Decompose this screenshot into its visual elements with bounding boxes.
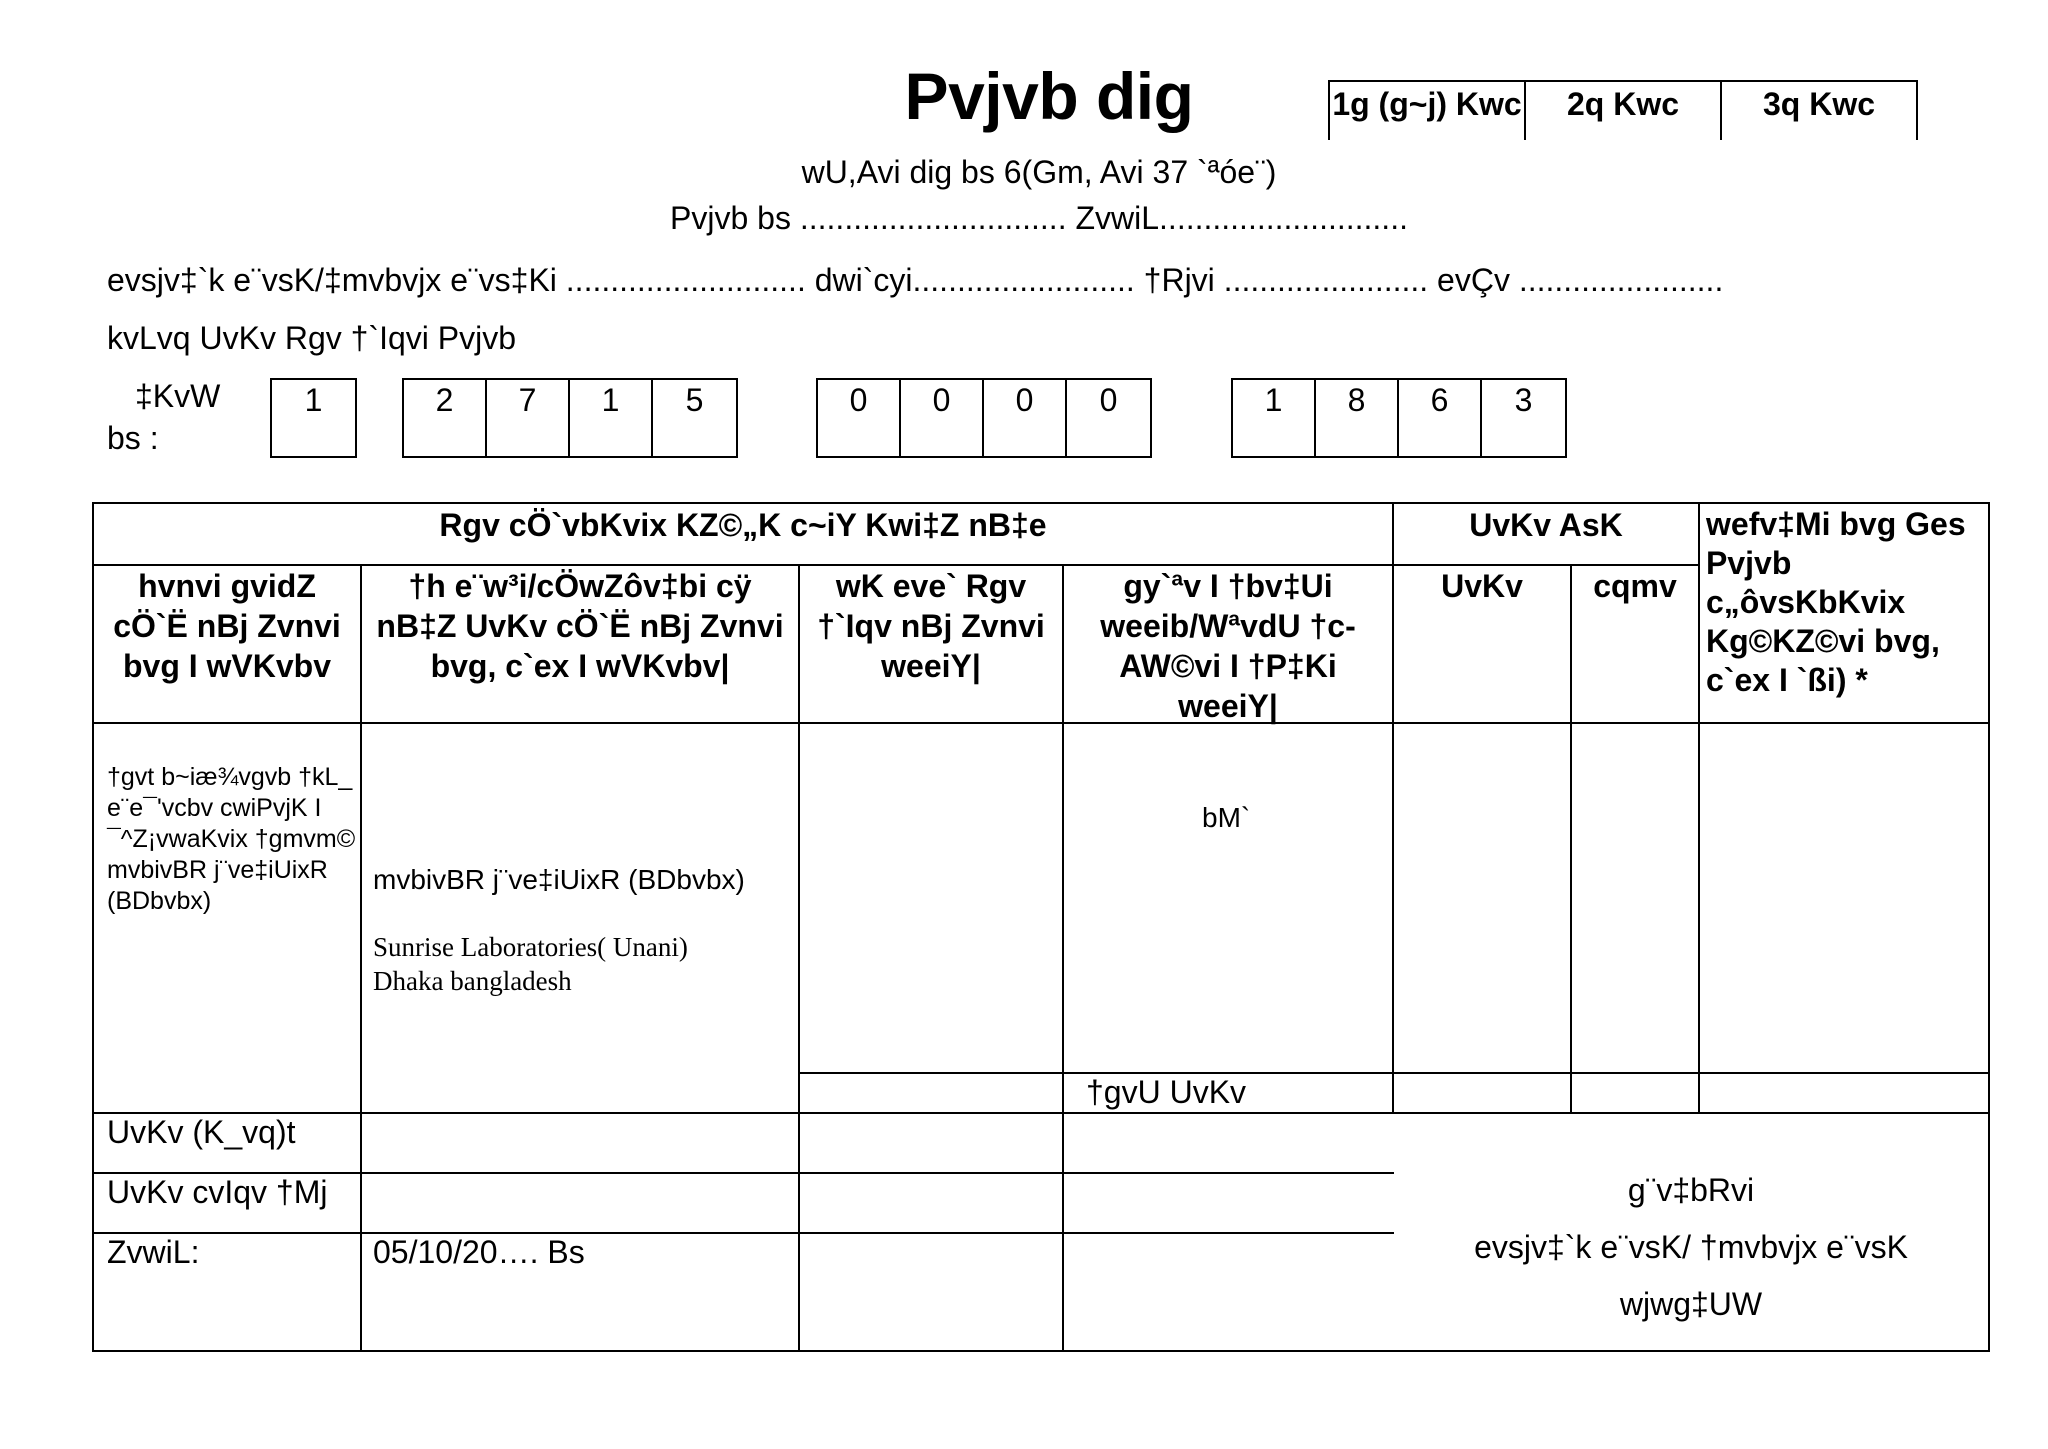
col-header-purpose: wK eve` Rgv †`Iqv nBj Zvnvi weeiY| [817,568,1045,684]
code-digit: 1 [304,382,323,418]
bank-info-line: evsjv‡`k e¨vsK/‡mvbvjx e¨vs‡Ki ........................... dwi`cyi......................... †Rjvi ....................... evÇv ....................... [107,262,1724,298]
company-name-bn: mvbivBR j¨ve‡iUixR (BDbvbx) [373,864,745,895]
bank-names: evsjv‡`k e¨vsK/ †mvbvjx e¨vsK [1474,1229,1908,1265]
code-digit: 2 [404,380,487,456]
company-name-en-line1: Sunrise Laboratories( Unani) [373,932,688,962]
col-header-on-behalf-of: †h e¨w³i/cÖwZôv‡bi cÿ nB‡Z UvKv cÖ`Ë nBj Zvnvi bvg, c`ex I wVKvbv| [376,568,784,684]
col-header-depositor-through: hvnvi gvidZ cÖ`Ë nBj Zvnvi bvg I wVKvbv [113,568,341,684]
code-digit: 0 [818,380,901,456]
code-digit: 8 [1316,380,1399,456]
depositor-details: †gvt b~iæ¾vgvb †kL_ e¨e¯'vcbv cwiPvjK I ¯^Z¡vwaKvix †gmvm© mvbivBR j¨ve‡iUixR (BDbvbx) [107,763,356,915]
form-subtitle: wU,Avi dig bs 6(Gm, Avi 37 `ªóe¨) [801,154,1277,190]
payment-type-cash: bM` [1202,802,1251,833]
depositor-section-header: Rgv cÖ`vbKvix KZ©„K c~iY Kwi‡Z nB‡e [439,507,1047,543]
copy-indicator-boxes [1328,80,1918,140]
col-header-payment-details: gy`ªv I †bv‡Ui weeib/WªvdU †c-AW©vi I †P‡Ki weeiY| [1100,568,1356,724]
manager-signature-block [1394,1172,1988,1323]
code-digit: 0 [984,380,1067,456]
page-title: Pvjvb dig [904,59,1194,133]
amount-section-header: UvKv AsK [1469,507,1623,543]
code-group-1 [270,378,357,458]
code-group-4 [1231,378,1567,458]
manager-title: g¨v‡bRvi [1627,1172,1755,1208]
code-digit: 5 [685,382,704,418]
code-digit: 1 [570,380,653,456]
code-digit: 7 [487,380,570,456]
code-digit: 0 [1099,382,1118,418]
code-digit: 0 [901,380,984,456]
amount-in-words-label: UvKv (K_vq)t [107,1114,296,1150]
company-name-en-line2: Dhaka bangladesh [373,966,572,996]
copy-2-label: 2q Kwc [1526,82,1722,140]
total-amount-label: †gvU UvKv [1086,1074,1247,1110]
code-digit: 6 [1399,380,1482,456]
challan-number-line: Pvjvb bs .............................. ZvwiL............................ [670,200,1408,236]
col-header-paisa: cqmv [1593,568,1677,604]
code-label-bottom: bs : [107,420,159,456]
copy-3-label: 3q Kwc [1762,86,1876,122]
copy-1-label: 1g (g~j) Kwc [1330,82,1526,140]
code-digit: 1 [1233,380,1316,456]
date-label: ZvwiL: [107,1234,200,1270]
code-digit: 3 [1514,382,1533,418]
col-header-taka: UvKv [1441,568,1523,604]
code-label-top: ‡KvW [135,378,221,414]
department-header: wefv‡Mi bvg Ges Pvjvb c„ôvsKbKvix Kg©KZ©vi bvg, c`ex I `ßi) * [1706,506,1966,698]
limited-label: wjwg‡UW [1619,1286,1763,1322]
date-value: 05/10/20…. Bs [373,1234,585,1270]
code-group-3 [816,378,1152,458]
code-group-2 [402,378,738,458]
amount-received-label: UvKv cvIqv †Mj [107,1174,328,1210]
deposit-title-line: kvLvq UvKv Rgv †`Iqvi Pvjvb [107,320,517,356]
